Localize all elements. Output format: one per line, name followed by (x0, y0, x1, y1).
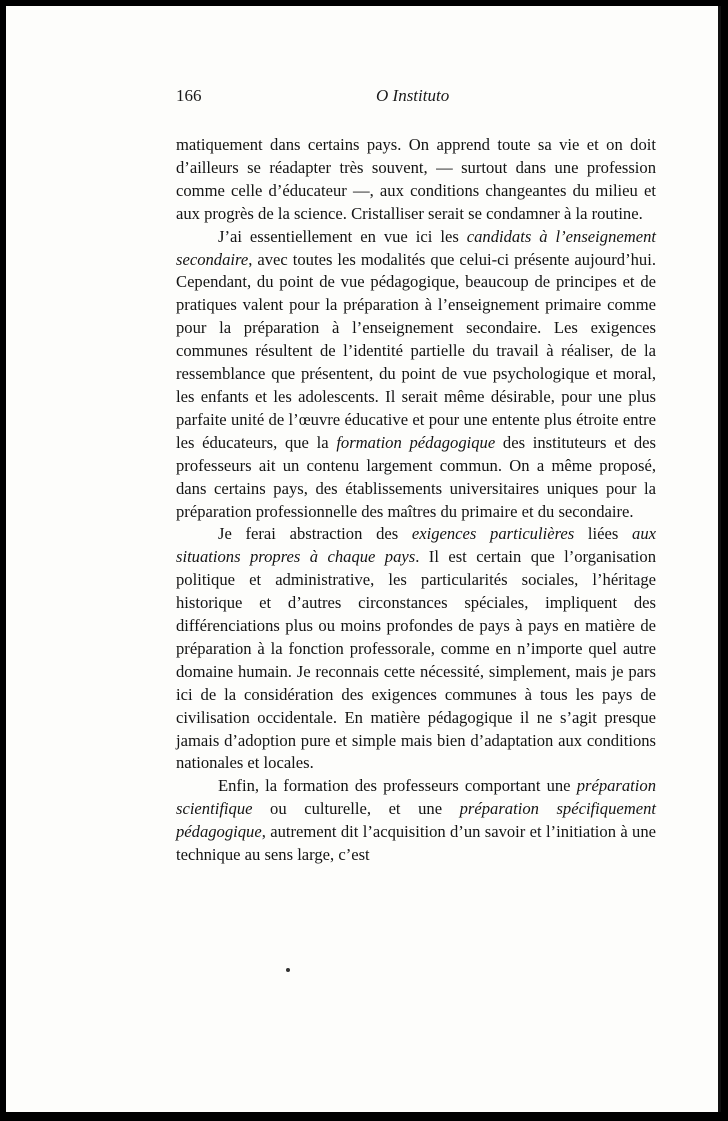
ink-speck (286, 968, 290, 972)
text-run: , autrement dit l’acquisition d’un savoir et l’initiation à une technique au sens large, c’est (176, 822, 656, 865)
paragraph (176, 523, 656, 775)
italic-text: préparation scientifique (176, 776, 656, 819)
text-run: . Il est certain que l’organisation politique et administrative, les particularités sociales, l’héritage historique et d’autres circonstances spéciales, impliquent des différenciations plus ou moins profondes de pays à pays en matière de préparation à la fonction professorale, comme en n’importe quel autre domaine humain. Je reconnais cette nécessité, simplement, mais je pars ici de la considération des exigences communes à tous les pays de civilisation occidentale. En matière pédagogique il ne s’agit presque jamais d’adoption pure et simple mais bien d’adaptation aux conditions nationales et locales. (176, 547, 656, 773)
page-header (176, 86, 650, 108)
paragraph (176, 134, 656, 226)
italic-text: aux situations propres à chaque pays (176, 524, 656, 567)
italic-text: exigences particulières (411, 524, 575, 544)
paragraph (176, 775, 656, 867)
italic-text: candidats à l’enseignement secondaire (176, 226, 656, 269)
book-page (6, 6, 721, 1112)
text-run: Je ferai abstraction des (218, 524, 412, 544)
text-run: ou culturelle, et une (252, 799, 460, 819)
italic-text: préparation spécifiquement pédagogique (176, 799, 656, 842)
page-number: 166 (176, 86, 202, 105)
italic-text: formation pédagogique (336, 432, 496, 452)
text-run: liées (574, 524, 633, 544)
text-run: , avec toutes les modalités que celui-ci présente aujourd’hui. Cependant, du point de vue pédagogique, beaucoup de principes et de pratiques valent pour la préparation à l’enseignement primaire comme pour la préparation à l’enseignement secondaire. Les exigences communes résultent de l’identité partielle du travail à réaliser, de la ressemblance que présentent, du point de vue psychologique et moral, les enfants et les adolescents. Il serait même désirable, pour une plus parfaite unité de l’œuvre éducative et pour une entente plus étroite entre les éducateurs, que la (176, 249, 656, 452)
body-text (176, 134, 656, 867)
text-run: des instituteurs et des professeurs ait un contenu largement commun. On a même proposé, dans certains pays, des établissements universitaires uniques pour la préparation professionnelle des maîtres du primaire et du secondaire. (176, 432, 657, 521)
running-title: O Instituto (376, 86, 450, 105)
text-run: J’ai essentiellement en vue ici les (218, 226, 467, 246)
text-run: Enfin, la formation des professeurs comportant une (218, 776, 577, 796)
text-run: matiquement dans certains pays. On apprend toute sa vie et on doit d’ailleurs se réadapter très souvent, — surtout dans une profession comme celle d’éducateur —, aux conditions changeantes du milieu et aux progrès de la science. Cristalliser serait se condamner à la routine. (176, 135, 656, 223)
paragraph (176, 226, 656, 524)
